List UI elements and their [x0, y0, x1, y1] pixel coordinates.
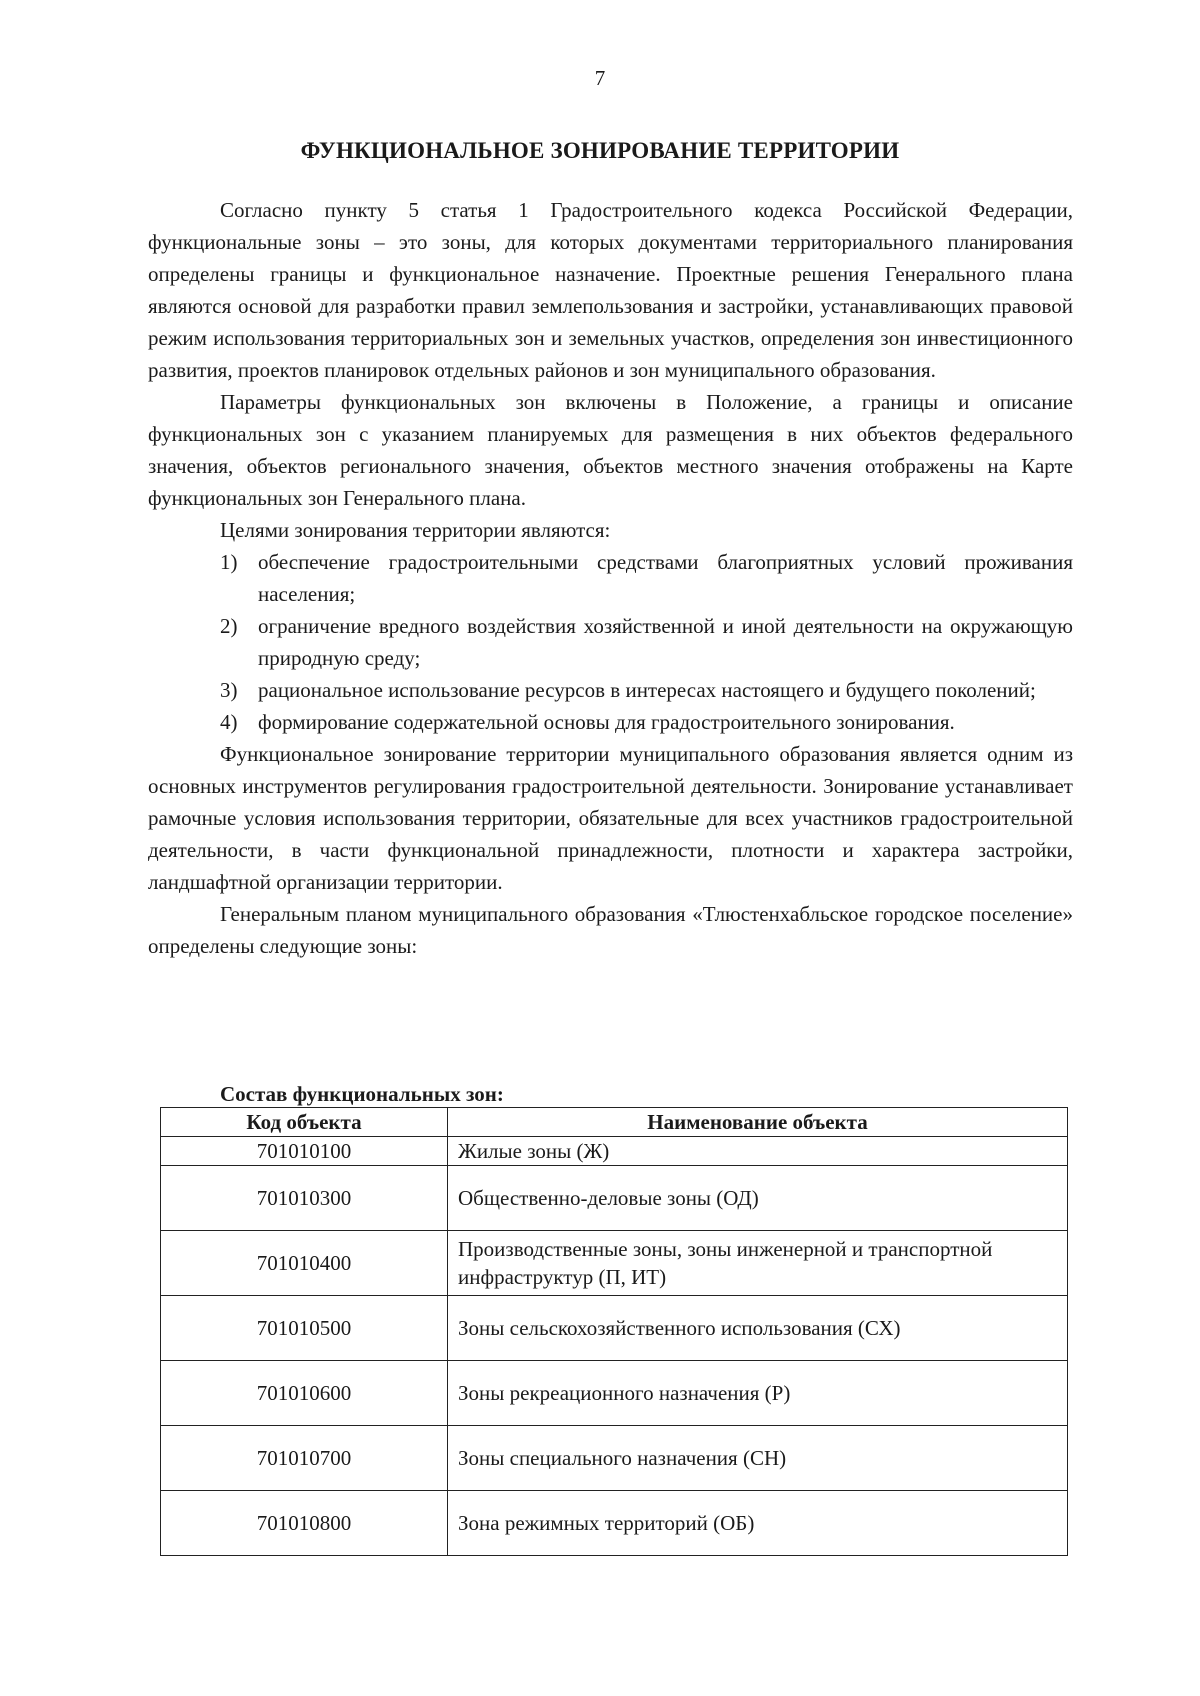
goals-list — [148, 546, 1073, 738]
object-code: 701010800 — [161, 1491, 448, 1556]
object-code: 701010600 — [161, 1361, 448, 1426]
object-code: 701010400 — [161, 1231, 448, 1296]
object-name: Общественно-деловые зоны (ОД) — [448, 1166, 1068, 1231]
list-item-number: 4) — [220, 710, 238, 734]
object-name: Зоны сельскохозяйственного использования (СХ) — [448, 1296, 1068, 1361]
column-header-name: Наименование объекта — [448, 1108, 1068, 1137]
paragraph-goals-intro: Целями зонирования территории являются: — [220, 518, 611, 542]
object-name: Зоны рекреационного назначения (Р) — [448, 1361, 1068, 1426]
list-item-text: ограничение вредного воздействия хозяйственной и иной деятельности на окружающую природную среду; — [258, 614, 1073, 670]
body-text — [148, 194, 1073, 962]
table-row — [161, 1361, 1068, 1426]
table-row — [161, 1231, 1068, 1296]
table-row — [161, 1166, 1068, 1231]
document-title: ФУНКЦИОНАЛЬНОЕ ЗОНИРОВАНИЕ ТЕРРИТОРИИ — [300, 138, 900, 163]
table-header-row — [161, 1108, 1068, 1137]
zones-table — [160, 1107, 1068, 1556]
list-item — [148, 674, 1073, 706]
list-item — [148, 706, 1073, 738]
object-code: 701010500 — [161, 1296, 448, 1361]
paragraph-definition: Согласно пункту 5 статья 1 Градостроительного кодекса Российской Федерации, функциональные зоны – это зоны, для которых документами территориального планирования определены границы и функциональное назначение. Проектные решения Генерального плана являются основой для разработки правил землепользования и застройки, устанавливающих правовой режим использования территориальных зон и земельных участков, определения зон инвестиционного развития, проектов планировок отдельных районов и зон муниципального образования. — [148, 198, 1073, 382]
object-code: 701010100 — [161, 1137, 448, 1166]
paragraph-parameters: Параметры функциональных зон включены в Положение, а границы и описание функциональных зон с указанием планируемых для размещения в них объектов федерального значения, объектов регионального значения, объектов местного значения отображены на Карте функциональных зон Генерального плана. — [148, 390, 1073, 510]
object-code: 701010700 — [161, 1426, 448, 1491]
object-name: Зоны специального назначения (СН) — [448, 1426, 1068, 1491]
list-item-number: 1) — [220, 550, 238, 574]
paragraph-zoning-role: Функциональное зонирование территории муниципального образования является одним из основных инструментов регулирования градостроительной деятельности. Зонирование устанавливает рамочные условия использования территории, обязательные для всех участников градостроительной деятельности, в части функциональной принадлежности, плотности и характера застройки, ландшафтной организации территории. — [148, 742, 1073, 894]
table-row — [161, 1426, 1068, 1491]
list-item-number: 3) — [220, 678, 238, 702]
list-item-number: 2) — [220, 614, 238, 638]
table-row — [161, 1137, 1068, 1166]
object-code: 701010300 — [161, 1166, 448, 1231]
list-item-text: обеспечение градостроительными средствами благоприятных условий проживания населения; — [258, 550, 1073, 606]
table-row — [161, 1296, 1068, 1361]
list-item-text: формирование содержательной основы для градостроительного зонирования. — [258, 710, 955, 734]
table-row — [161, 1491, 1068, 1556]
object-name: Производственные зоны, зоны инженерной и транспортной инфраструктур (П, ИТ) — [448, 1231, 1068, 1296]
column-header-code: Код объекта — [161, 1108, 448, 1137]
paragraph-zones-intro: Генеральным планом муниципального образования «Тлюстенхабльское городское поселение» определены следующие зоны: — [148, 902, 1073, 958]
table-caption: Состав функциональных зон: — [220, 1082, 504, 1106]
object-name: Жилые зоны (Ж) — [448, 1137, 1068, 1166]
list-item — [148, 546, 1073, 610]
page-number: 7 — [594, 66, 606, 90]
list-item — [148, 610, 1073, 674]
object-name: Зона режимных территорий (ОБ) — [448, 1491, 1068, 1556]
list-item-text: рациональное использование ресурсов в интересах настоящего и будущего поколений; — [258, 678, 1036, 702]
